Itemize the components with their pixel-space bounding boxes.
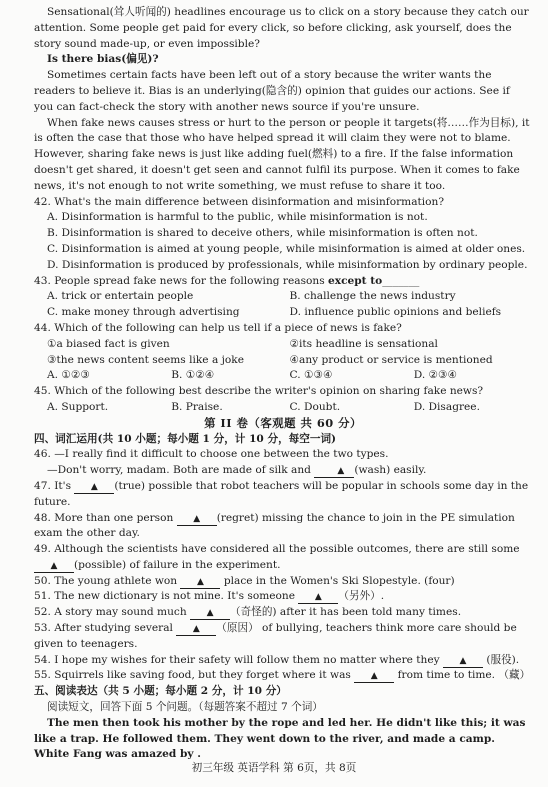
question-45 bbox=[34, 384, 532, 416]
question-43-option-c[interactable]: C. make money through advertising bbox=[47, 306, 240, 319]
question-43-blank: _______ bbox=[382, 274, 420, 287]
passage-paragraph-2: Sometimes certain facts have been left out of a story because the writer wants the readers to believe it. Bias is an underlying(隐含的) opinion that guides our actions. See if you can fact-check the story with another news source if you're unsure. bbox=[34, 69, 510, 113]
question-55: 55. Squirrels like saving food, but they forget where it was ▲ from time to time. （藏） bbox=[34, 669, 531, 682]
question-44-option-d[interactable]: D. ②③④ bbox=[413, 369, 458, 382]
question-44-option-c[interactable]: C. ①③④ bbox=[289, 369, 333, 382]
question-47: 47. It's ▲ (true) possible that robot teachers will be popular in schools some day in the future. bbox=[34, 479, 529, 508]
section-5-passage: The men then took his mother by the rope and led her. He didn't like this; it was like a trap. He followed them. They went down to the river, and made a camp. White Fang was amazed by . bbox=[34, 716, 526, 761]
section-5-title: 五、阅读表达（共 5 小题；每小题 2 分，计 10 分） bbox=[34, 685, 287, 698]
question-48: 48. More than one person ▲ (regret) missing the chance to join in the PE simulation exam the other day. bbox=[34, 511, 515, 540]
question-49: 49. Although the scientists have considered all the possible outcomes, there are still some ▲ (possible) of failure in the experiment. bbox=[34, 543, 520, 571]
question-45-option-a[interactable]: A. Support. bbox=[47, 400, 109, 413]
answer-blank-50[interactable]: ▲ bbox=[180, 576, 220, 589]
question-42-option-a[interactable]: A. Disinformation is harmful to the public, while misinformation is not. bbox=[47, 211, 428, 224]
page-footer: 初三年级 英语学科 第 6页，共 8页 bbox=[191, 762, 357, 775]
answer-blank-54[interactable]: ▲ bbox=[443, 655, 483, 668]
answer-blank-49[interactable]: ▲ bbox=[34, 560, 74, 573]
question-42-option-c[interactable]: C. Disinformation is aimed at young people, while misinformation is aimed at older ones. bbox=[47, 242, 526, 255]
question-44-option-b[interactable]: B. ①②④ bbox=[171, 369, 215, 382]
question-43-stem-emphasis: except to bbox=[328, 274, 383, 287]
question-46-line-1: 46. —I really find it difficult to choose one between the two types. bbox=[34, 448, 389, 461]
vocabulary-questions bbox=[34, 447, 532, 684]
answer-blank-52[interactable]: ▲ bbox=[190, 607, 230, 620]
question-42-stem: 42. What's the main difference between disinformation and misinformation? bbox=[34, 195, 445, 208]
answer-blank-47[interactable]: ▲ bbox=[74, 481, 114, 494]
question-43 bbox=[34, 274, 532, 321]
question-52: 52. A story may sound much ▲ （奇怪的) after it has been told many times. bbox=[34, 606, 462, 619]
question-44-item-2: ②its headline is sensational bbox=[289, 337, 438, 350]
question-51: 51. The new dictionary is not mine. It's someone ▲ （另外）. bbox=[34, 590, 385, 603]
question-43-option-d[interactable]: D. influence public opinions and beliefs bbox=[289, 306, 502, 319]
question-53: 53. After studying several ▲ （原因） of bullying, teachers think more care should be given to teenagers. bbox=[34, 622, 517, 650]
question-50: 50. The young athlete won ▲ place in the Women's Ski Slopestyle. (four) bbox=[34, 574, 455, 587]
question-54: 54. I hope my wishes for their safety will follow them no matter where they ▲ (服役). bbox=[34, 653, 520, 666]
question-44-item-3: ③the news content seems like a joke bbox=[47, 353, 244, 366]
question-43-option-a[interactable]: A. trick or entertain people bbox=[47, 290, 194, 303]
question-46-line-2: —Don't worry, madam. Both are made of silk and ▲ (wash) easily. bbox=[47, 464, 427, 477]
answer-blank-48[interactable]: ▲ bbox=[177, 513, 217, 526]
answer-blank-53[interactable]: ▲ bbox=[176, 623, 216, 636]
question-45-option-b[interactable]: B. Praise. bbox=[171, 400, 223, 413]
answer-blank-46[interactable]: ▲ bbox=[314, 465, 354, 478]
question-42-option-b[interactable]: B. Disinformation is shared to deceive others, while misinformation is often not. bbox=[47, 227, 478, 240]
question-42 bbox=[34, 195, 532, 274]
question-42-option-d[interactable]: D. Disinformation is produced by professionals, while misinformation by ordinary people. bbox=[47, 258, 528, 271]
answer-blank-51[interactable]: ▲ bbox=[298, 591, 338, 604]
answer-blank-55[interactable]: ▲ bbox=[354, 670, 394, 683]
question-44-stem: 44. Which of the following can help us tell if a piece of news is fake? bbox=[34, 321, 402, 334]
passage-paragraph-1: Sensational(耸人听闻的) headlines encourage us to click on a story because they catch our attention. Some people get paid for every click, so before clicking, ask yourself, does the story sound made-up, or even impossible? bbox=[34, 6, 529, 50]
question-44-option-a[interactable]: A. ①②③ bbox=[47, 369, 90, 382]
section-5-instruction: 阅读短文，回答下面 5 个问题。（每题答案不超过 7 个词） bbox=[47, 701, 323, 714]
passage-paragraph-3: When fake news causes stress or hurt to the person or people it targets(将……作为目标), it is often the case that those who have helped spread it will claim they were not to blame. However, sharing fake news is just like adding fuel(燃料) to a fire. If the false information doesn't get shared, it doesn't get seen and cannot fulfil its purpose. When it comes to fake news, it's not enough to not write something, we must refuse to share it too. bbox=[34, 116, 530, 192]
passage-heading-bias: Is there bias(偏见)? bbox=[47, 53, 159, 66]
question-44-item-1: ①a biased fact is given bbox=[47, 337, 170, 350]
question-45-option-d[interactable]: D. Disagree. bbox=[413, 400, 480, 413]
question-43-option-b[interactable]: B. challenge the news industry bbox=[289, 290, 456, 303]
question-45-option-c[interactable]: C. Doubt. bbox=[289, 400, 341, 413]
question-43-stem: 43. People spread fake news for the following reasons except to_______ bbox=[34, 274, 420, 287]
section-4-title: 四、词汇运用(共 10 小题；每小题 1 分，计 10 分，每空一词) bbox=[34, 432, 337, 445]
question-44 bbox=[34, 321, 532, 384]
part-2-title: 第 II 卷（客观题 共 60 分） bbox=[204, 415, 362, 430]
question-44-item-4: ④any product or service is mentioned bbox=[289, 353, 493, 366]
question-45-stem: 45. Which of the following best describe the writer's opinion on sharing fake news? bbox=[34, 385, 484, 398]
